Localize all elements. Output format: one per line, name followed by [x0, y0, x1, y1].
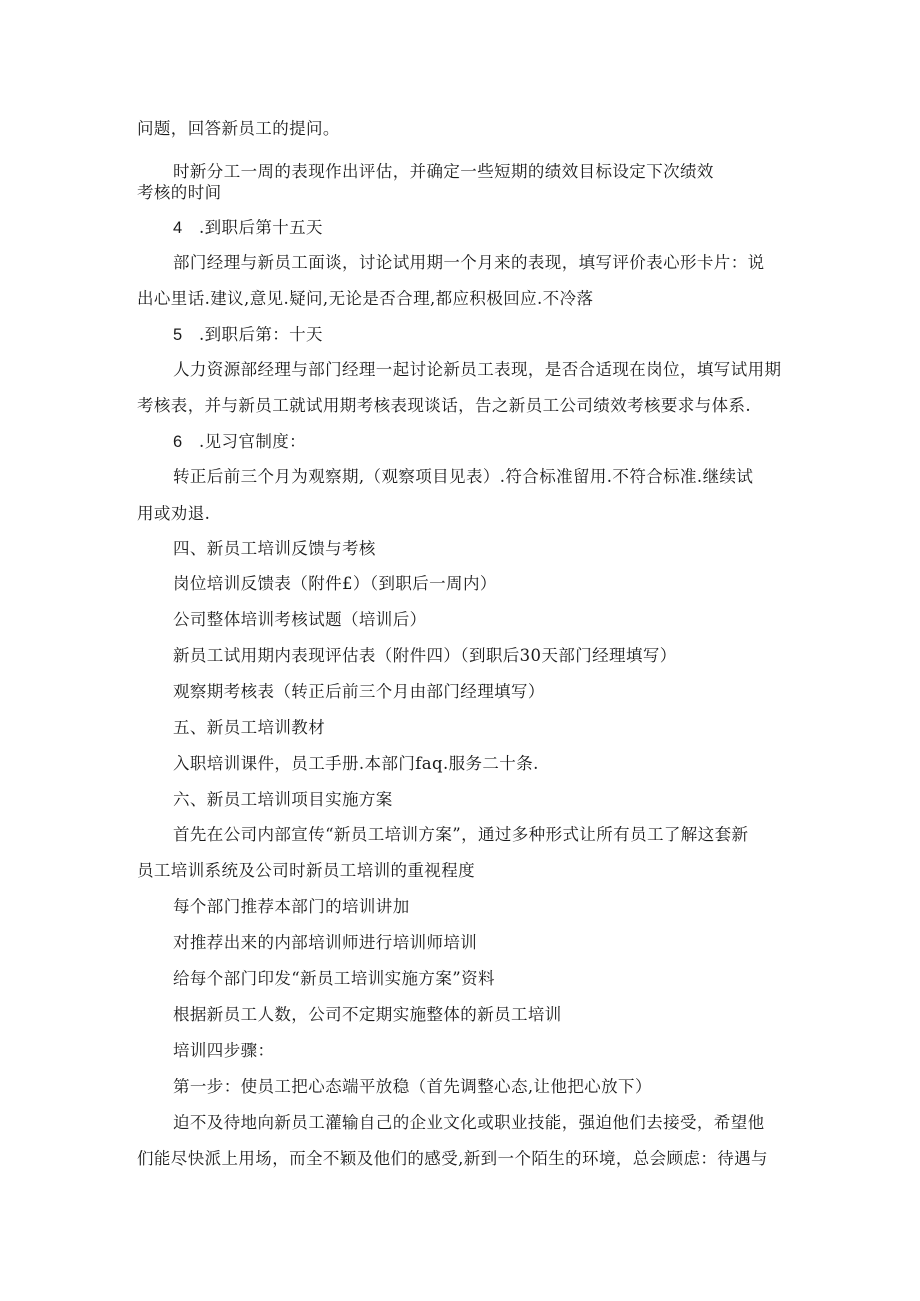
text-line: 考核表，并与新员工就试用期考核表现谈话，告之新员工公司绩效考核要求与体系.	[137, 396, 752, 415]
text-line: 第一步：使员工把心态端平放稳（首先调整心态,让他把心放下）	[173, 1077, 652, 1096]
text-line: 时新分工一周的表现作出评估，并确定一些短期的绩效目标设定下次绩效	[173, 162, 714, 181]
text-line: 公司整体培训考核试题（培训后）	[173, 610, 427, 629]
heading-text: .见习官制度：	[199, 432, 307, 451]
text-line: 新员工试用期内表现评估表（附件四）（到职后30天部门经理填写）	[173, 646, 677, 665]
text-line: 入职培训课件，员工手册.本部门faq.服务二十条.	[173, 754, 539, 773]
text-line: 们能尽快派上用场，而全不颖及他们的感受,新到一个陌生的环境，总会顾虑：待遇与	[137, 1149, 768, 1168]
section-heading	[173, 217, 323, 239]
item-number: 6	[173, 433, 183, 451]
text-line: 培训四步骤：	[173, 1041, 275, 1060]
text-line: 问题，回答新员工的提问。	[137, 119, 340, 138]
text-line: 观察期考核表（转正后前三个月由部门经理填写）	[173, 682, 545, 701]
text-line: 出心里话.建议,意见.疑问,无论是否合理,都应积极回应.不冷落	[137, 289, 594, 308]
text-line: 部门经理与新员工面谈，讨论试用期一个月来的表现，填写评价表心形卡片：说	[173, 253, 765, 272]
section-heading	[173, 431, 306, 453]
section-heading	[173, 324, 323, 346]
text-line: 每个部门推荐本部门的培训讲加	[173, 897, 410, 916]
text-line: 迫不及待地向新员工灌输自己的企业文化或职业技能，强迫他们去接受，希望他	[173, 1113, 765, 1132]
text-line: 员工培训系统及公司时新员工培训的重视程度	[137, 861, 475, 880]
text-line: 首先在公司内部宣传“新员工培训方案”，通过多种形式让所有员工了解这套新	[173, 825, 749, 844]
item-number: 4	[173, 219, 183, 237]
item-number: 5	[173, 326, 183, 344]
text-line: 人力资源部经理与部门经理一起讨论新员工表现，是否合适现在岗位，填写试用期	[173, 360, 782, 379]
text-line: 给每个部门印发“新员工培训实施方案”资料	[173, 969, 495, 988]
section-heading: 六、新员工培训项目实施方案	[173, 790, 393, 809]
heading-text: .到职后第十五天	[199, 218, 323, 237]
text-line: 对推荐出来的内部培训师进行培训师培训	[173, 933, 478, 952]
section-heading: 四、新员工培训反馈与考核	[173, 539, 376, 558]
text-line: 用或劝退.	[137, 504, 211, 523]
heading-text: .到职后第：十天	[199, 325, 323, 344]
text-line: 转正后前三个月为观察期,（观察项目见表）.符合标准留用.不符合标准.继续试	[173, 467, 754, 486]
text-line: 考核的时间	[137, 183, 222, 202]
text-line: 岗位培训反馈表（附件£）（到职后一周内）	[173, 574, 497, 593]
text-line: 根据新员工人数，公司不定期实施整体的新员工培训	[173, 1005, 562, 1024]
section-heading: 五、新员工培训教材	[173, 718, 326, 737]
